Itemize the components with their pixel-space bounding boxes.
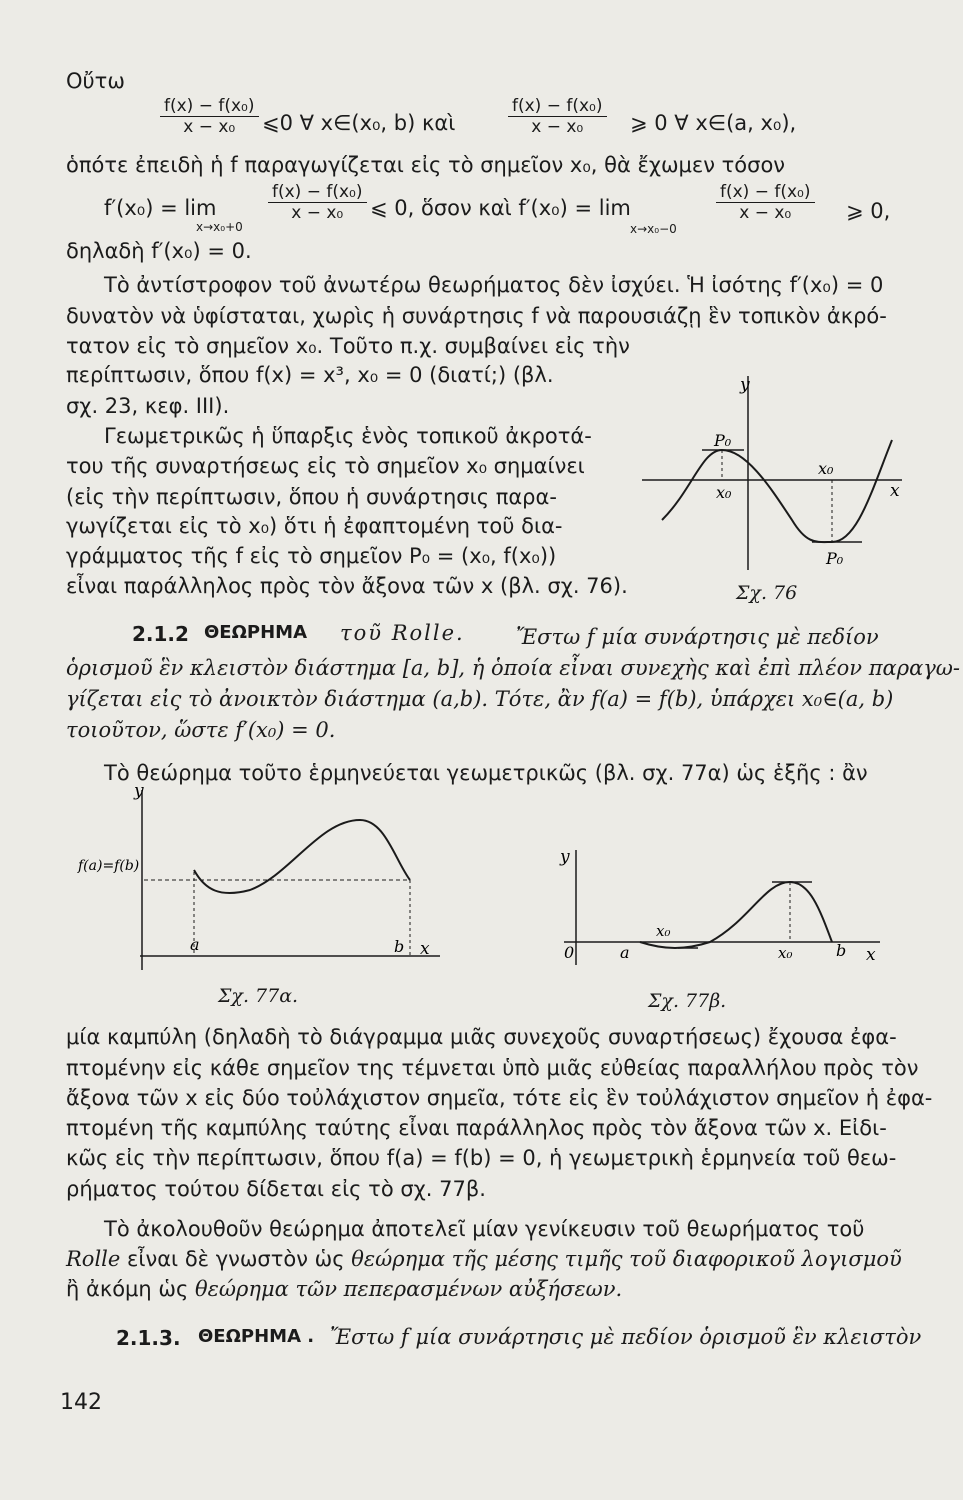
text-line: ρήματος τούτου δίδεται εἰς τὸ σχ. 77β.: [66, 1177, 486, 1201]
theorem-text: ὁρισμοῦ ἓν κλειστὸν διάστημα [a, b], ἡ ὁποία εἶναι συνεχὴς καὶ ἐπὶ πλέον παραγω-: [66, 656, 961, 680]
curve: [194, 820, 410, 893]
text-line: Τὸ ἀκολουθοῦν θεώρημα ἀποτελεῖ μίαν γενίκευσιν τοῦ θεωρήματος τοῦ: [104, 1217, 865, 1241]
text-line: γράμματος τῆς f εἰς τὸ σημεῖον P₀ = (x₀, f(x₀)): [66, 544, 557, 568]
fraction-denominator: x − x₀: [291, 203, 344, 223]
fraction: [160, 96, 259, 137]
a-label: a: [620, 943, 630, 962]
fraction-denominator: x − x₀: [183, 117, 236, 137]
text-line: Οὔτω: [66, 69, 125, 93]
text-line: του τῆς συναρτήσεως εἰς τὸ σημεῖον x₀ σημαίνει: [66, 454, 585, 478]
p0-label: P₀: [714, 431, 732, 450]
text-line: (εἰς τὴν περίπτωσιν, ὅπου ἡ συνάρτησις παρα-: [66, 485, 557, 509]
fab-label: f(a)=f(b): [78, 858, 140, 874]
b-label: b: [836, 941, 847, 960]
text-line: εἶναι παράλληλος πρὸς τὸν ἄξονα τῶν x (βλ. σχ. 76).: [66, 574, 628, 598]
figure-77b: [550, 840, 890, 980]
figure-77a: [60, 780, 450, 980]
theorem-text: Ἔστω f μία συνάρτησις μὲ πεδίον ὁρισμοῦ ἓν κλειστὸν: [330, 1325, 922, 1349]
theorem-text: Ἔστω f μία συνάρτησις μὲ πεδίον: [516, 625, 879, 649]
fraction-numerator: f(x) − f(x₀): [268, 182, 367, 203]
text-span-italic: θεώρημα τῶν πεπερασμένων αὐξήσεων.: [194, 1277, 623, 1301]
figure-caption: Σχ. 76: [736, 582, 798, 604]
x0-label: x₀: [656, 922, 671, 940]
y-label: y: [134, 781, 144, 801]
limit-subscript: x→x₀+0: [196, 220, 243, 234]
text-line: περίπτωσιν, ὅπου f(x) = x³, x₀ = 0 (διατί;) (βλ.: [66, 363, 554, 387]
text-line: γωγίζεται εἰς τὸ x₀) ὅτι ἡ ἐφαπτομένη τοῦ δια-: [66, 514, 563, 538]
text-span: ἢ ἀκόμη ὡς: [66, 1277, 195, 1301]
text-line: τατον εἰς τὸ σημεῖον x₀. Τοῦτο π.χ. συμβαίνει εἰς τὴν: [66, 334, 630, 358]
text-line: δυνατὸν νὰ ὑφίσταται, χωρὶς ἡ συνάρτησις f νὰ παρουσιάζῃ ἓν τοπικὸν ἀκρό-: [66, 304, 887, 328]
fraction-numerator: f(x) − f(x₀): [160, 96, 259, 117]
text-line: [66, 1246, 902, 1272]
fraction: [716, 182, 815, 223]
text-line: f′(x₀) = lim: [104, 196, 217, 220]
text-span: εἶναι δὲ γνωστὸν ὡς: [120, 1247, 352, 1271]
fraction-denominator: x − x₀: [739, 203, 792, 223]
fraction-numerator: f(x) − f(x₀): [508, 96, 607, 117]
text-line: ὁπότε ἐπειδὴ ἡ f παραγωγίζεται εἰς τὸ σημεῖον x₀, θὰ ἔχωμεν τόσον: [66, 153, 786, 177]
text-line: ⩾ 0,: [846, 199, 891, 223]
text-line: πτομένη τῆς καμπύλης ταύτης εἶναι παράλληλος πρὸς τὸν ἄξονα τῶν x. Εἰδι-: [66, 1116, 887, 1140]
theorem-number: 2.1.2: [132, 622, 189, 646]
x0-label: x₀: [716, 483, 732, 502]
figure-76: [632, 370, 922, 580]
origin-label: 0: [564, 943, 575, 962]
rolle-name: Rolle: [66, 1247, 121, 1271]
y-label: y: [560, 847, 570, 867]
text-line: δηλαδὴ f′(x₀) = 0.: [66, 239, 252, 263]
text-line: Τὸ θεώρημα τοῦτο ἑρμηνεύεται γεωμετρικῶς (βλ. σχ. 77α) ὡς ἑξῆς : ἂν: [104, 761, 868, 785]
theorem-title: ΘΕΩΡΗΜΑ: [204, 622, 307, 643]
fraction-numerator: f(x) − f(x₀): [716, 182, 815, 203]
text-line: ⩽ 0, ὅσον καὶ f′(x₀) = lim: [370, 196, 631, 220]
b-label: b: [394, 937, 405, 956]
x0-label: x₀: [778, 944, 793, 962]
figure-caption: Σχ. 77α.: [218, 985, 299, 1007]
figure-caption: Σχ. 77β.: [648, 990, 727, 1012]
theorem-text: τοιοῦτον, ὥστε f′(x₀) = 0.: [66, 718, 336, 742]
text-line: Τὸ ἀντίστροφον τοῦ ἀνωτέρω θεωρήματος δὲν ἰσχύει. Ἡ ἰσότης f′(x₀) = 0: [104, 273, 884, 297]
x0-label: x₀: [818, 459, 834, 478]
text-line: κῶς εἰς τὴν περίπτωσιν, ὅπου f(a) = f(b) = 0, ἡ γεωμετρικὴ ἑρμηνεία τοῦ θεω-: [66, 1146, 897, 1170]
x-label: x: [420, 939, 430, 959]
text-line: ⩾ 0 ∀ x∈(a, x₀),: [630, 111, 797, 135]
text-span-italic: θεώρημα τῆς μέσης τιμῆς τοῦ διαφορικοῦ λογισμοῦ: [351, 1247, 902, 1271]
x-label: x: [890, 481, 900, 501]
fraction-denominator: x − x₀: [531, 117, 584, 137]
limit-subscript: x→x₀−0: [630, 222, 677, 236]
theorem-name: τοῦ Rolle.: [340, 621, 465, 645]
theorem-title: ΘΕΩΡΗΜΑ .: [198, 1326, 315, 1347]
page-number: 142: [60, 1390, 102, 1415]
x-label: x: [866, 945, 876, 965]
curve: [662, 440, 892, 542]
text-line: ἄξονα τῶν x εἰς δύο τοὐλάχιστον σημεῖα, τότε εἰς ἓν τοὐλάχιστον σημεῖον ἡ ἐφα-: [66, 1086, 933, 1110]
fraction: [508, 96, 607, 137]
text-line: μία καμπύλη (δηλαδὴ τὸ διάγραμμα μιᾶς συνεχοῦς συναρτήσεως) ἔχουσα ἐφα-: [66, 1025, 897, 1049]
text-line: ⩽0 ∀ x∈(x₀, b) καὶ: [262, 111, 456, 135]
a-label: a: [190, 935, 200, 954]
text-line: [66, 1276, 622, 1302]
p0-label: P₀: [826, 549, 844, 568]
text-line: πτομένην εἰς κάθε σημεῖον της τέμνεται ὑπὸ μιᾶς εὐθείας παραλλήλου πρὸς τὸν: [66, 1056, 919, 1080]
fraction: [268, 182, 367, 223]
theorem-text: γίζεται εἰς τὸ ἀνοικτὸν διάστημα (a,b). Τότε, ἂν f(a) = f(b), ὑπάρχει x₀∈(a, b): [66, 687, 894, 711]
y-label: y: [740, 375, 750, 395]
text-line: σχ. 23, κεφ. III).: [66, 394, 230, 418]
text-line: Γεωμετρικῶς ἡ ὕπαρξις ἑνὸς τοπικοῦ ἀκροτά-: [104, 424, 592, 448]
theorem-number: 2.1.3.: [116, 1326, 181, 1350]
